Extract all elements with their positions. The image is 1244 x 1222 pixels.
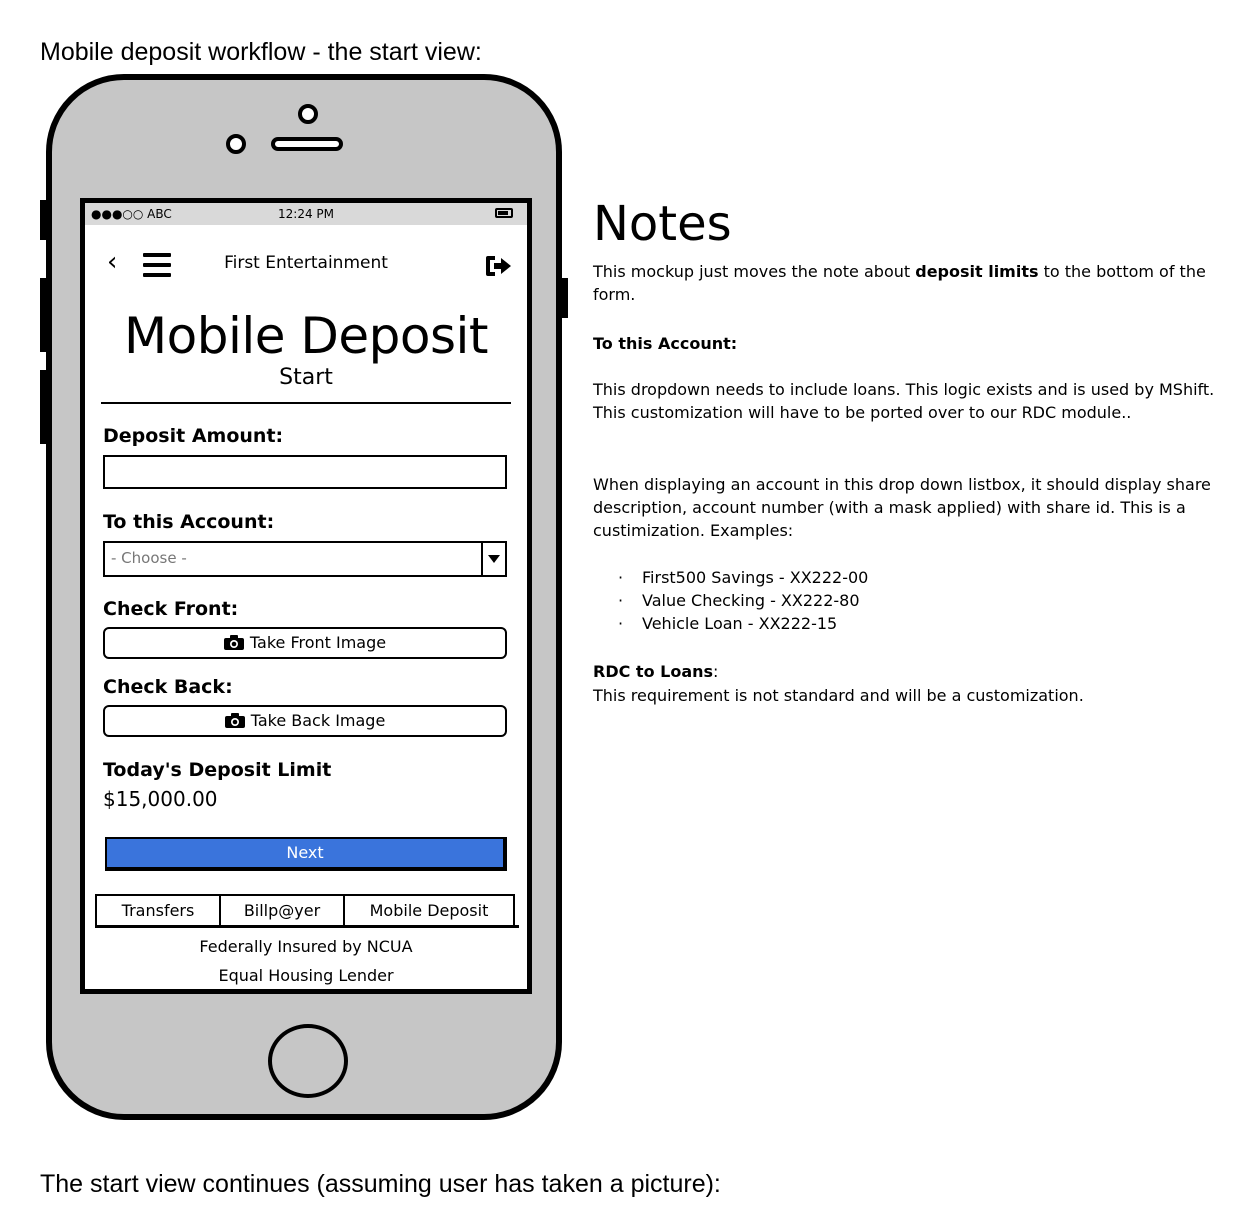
tab-billpayer[interactable]: Billp@yer — [219, 894, 345, 925]
front-camera — [298, 104, 318, 124]
check-back-label: Check Back: — [103, 676, 233, 698]
footer-housing: Equal Housing Lender — [218, 966, 394, 985]
tab-transfers[interactable]: Transfers — [95, 894, 221, 925]
deposit-amount-label: Deposit Amount: — [103, 425, 284, 447]
list-item: · First500 Savings - XX222-00 — [618, 566, 868, 589]
take-back-image-label: Take Back Image — [250, 711, 386, 730]
speaker-grille — [271, 137, 343, 151]
examples-list — [618, 566, 868, 635]
deposit-amount-input[interactable] — [103, 455, 507, 489]
list-item: · Vehicle Loan - XX222-15 — [618, 612, 868, 635]
deposit-limit-value: $15,000.00 — [103, 787, 218, 811]
page-subtitle: Start — [279, 365, 333, 390]
account-select-value: - Choose - — [111, 549, 187, 567]
notes-intro: This mockup just moves the note about deposit limits to the bottom of the form. — [593, 262, 1206, 304]
workflow-heading: Mobile deposit workflow - the start view: — [40, 38, 482, 66]
account-label: To this Account: — [103, 511, 275, 533]
deposit-limit-label: Today's Deposit Limit — [103, 759, 332, 781]
title-divider — [101, 402, 511, 404]
notes-rdc-heading: RDC to Loans: — [593, 662, 719, 681]
check-front-label: Check Front: — [103, 598, 239, 620]
nav-title: First Entertainment — [224, 253, 388, 273]
notes-rdc-text: This requirement is not standard and will be a customization. — [593, 686, 1084, 705]
notes-title: Notes — [593, 196, 732, 252]
phone-screen — [80, 198, 532, 994]
home-button[interactable] — [268, 1024, 348, 1098]
continuation-heading: The start view continues (assuming user has taken a picture): — [40, 1170, 721, 1198]
camera-icon — [224, 635, 244, 650]
list-item: · Value Checking - XX222-80 — [618, 589, 868, 612]
battery-icon — [495, 208, 513, 218]
tab-mobile-deposit[interactable]: Mobile Deposit — [343, 894, 515, 925]
bottom-tab-bar — [95, 894, 519, 928]
status-bar — [85, 203, 527, 225]
take-front-image-label: Take Front Image — [249, 633, 387, 652]
footer-ncua: Federally Insured by NCUA — [199, 937, 413, 956]
take-front-image-button[interactable] — [103, 627, 507, 659]
camera-icon — [225, 713, 245, 728]
account-select[interactable] — [103, 541, 507, 577]
notes-account-paragraph-1: This dropdown needs to include loans. This logic exists and is used by MShift. This customization will have to be ported over to our RDC module.. — [593, 380, 1215, 422]
sensor-dot — [226, 134, 246, 154]
take-back-image-button[interactable] — [103, 705, 507, 737]
chevron-down-icon[interactable] — [481, 543, 505, 575]
next-button[interactable]: Next — [105, 837, 507, 871]
notes-account-heading: To this Account: — [593, 334, 738, 353]
notes-account-paragraph-2: When displaying an account in this drop down listbox, it should display share description, account number (with a mask applied) with share id. This is a custimization. Examples: — [593, 475, 1211, 540]
logout-icon[interactable] — [483, 253, 513, 279]
back-chevron-icon[interactable]: ‹ — [107, 247, 118, 277]
status-time: 12:24 PM — [278, 207, 334, 221]
carrier-signal: ●●●○○ ABC — [91, 207, 172, 221]
page-title: Mobile Deposit — [123, 307, 489, 365]
